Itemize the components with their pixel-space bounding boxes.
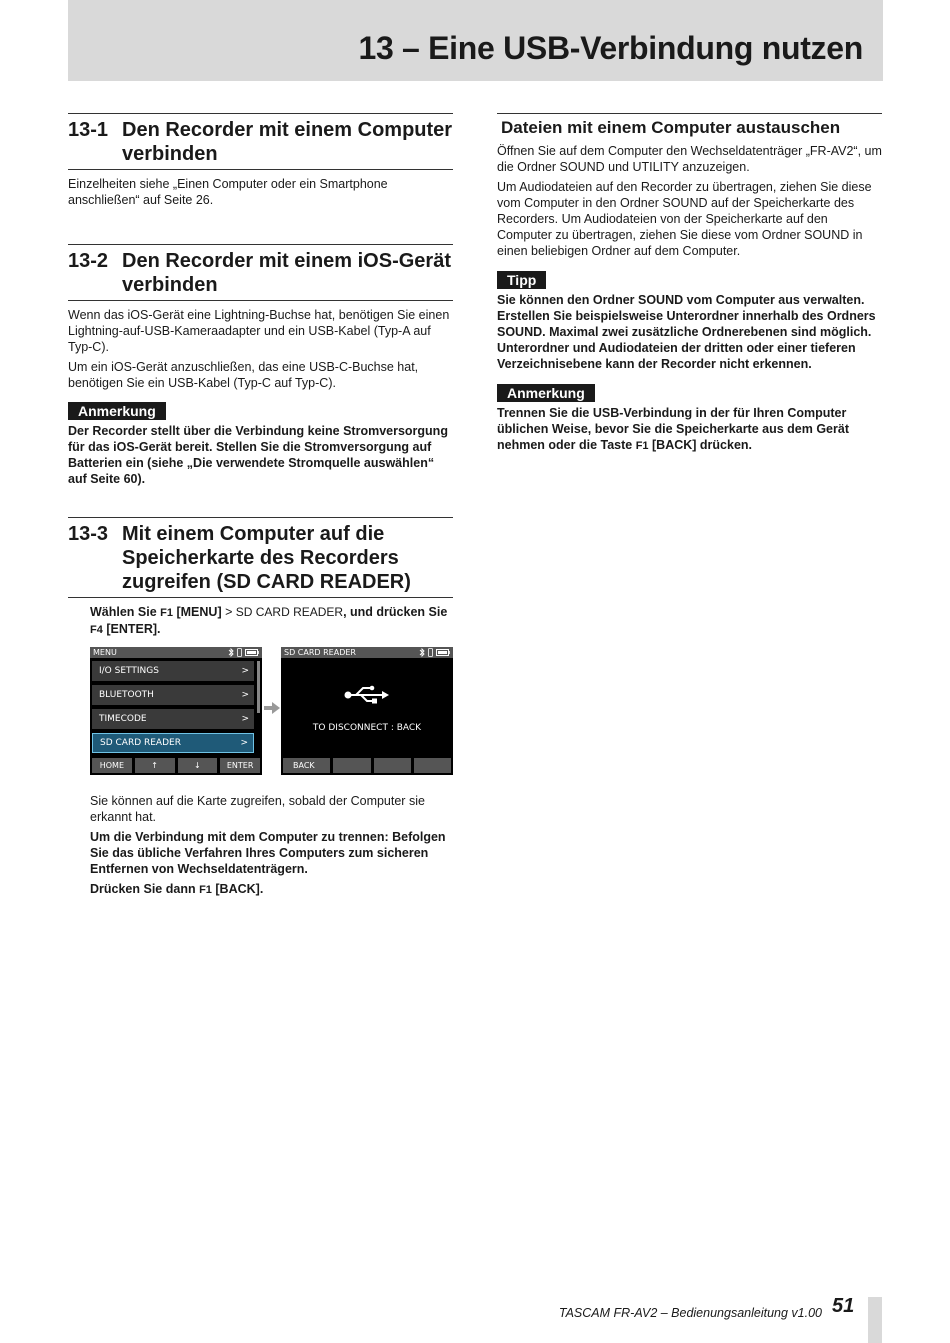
section-number: 13-2 [68,250,109,272]
note-label: Anmerkung [68,402,166,420]
paragraph: Wenn das iOS-Gerät eine Lightning-Buchse hat, benötigen Sie einen Lightning-auf-USB-Kameraadapter und ein USB-Kabel (Typ-A auf Typ-C). [68,308,450,354]
screen-header: SD CARD READER [281,647,453,658]
chevron-right-icon: > [241,666,249,676]
screen-header: MENU [90,647,262,658]
section-13-1 [68,113,453,208]
menu-item-timecode[interactable]: TIMECODE > [92,709,254,729]
paragraph: Einzelheiten siehe „Einen Computer oder ein Smartphone anschließen“ auf Seite 26. [68,177,388,207]
footer-text: TASCAM FR-AV2 – Bedienungsanleitung v1.00 [558,1306,822,1320]
note-text: Trennen Sie die USB-Verbindung in der für Ihren Computer üblichen Weise, bevor Sie die Speicherkarte aus dem Gerät nehmen oder die Taste F1 [BACK] drücken. [497,406,849,452]
usb-icon [344,685,390,705]
battery-icon [245,649,259,656]
menu-item-sd-card-reader[interactable]: SD CARD READER > [92,733,254,753]
chevron-right-icon: > [241,714,249,724]
function-key-2[interactable] [333,758,370,773]
page-tab [868,1297,882,1343]
note-block [497,382,882,454]
paragraph: Sie können auf die Karte zugreifen, sobald der Computer sie erkannt hat. [90,794,425,824]
left-column [68,113,453,898]
menu-item-bluetooth[interactable]: BLUETOOTH > [92,685,254,705]
paragraph: Um ein iOS-Gerät anzuschließen, das eine USB-C-Buchse hat, benötigen Sie ein USB-Kabel (Typ-C auf Typ-C). [68,360,419,390]
section-heading [68,244,453,301]
menu-item-io-settings[interactable]: I/O SETTINGS > [92,661,254,681]
phone-icon [428,648,433,657]
section-title: Den Recorder mit einem Computer verbinden [122,119,453,165]
function-key-4[interactable] [414,758,451,773]
section-heading [68,517,453,598]
section-number: 13-3 [68,523,109,545]
down-arrow-key[interactable]: ↓ [178,758,218,773]
function-keys [283,758,451,773]
up-arrow-key[interactable]: ↑ [135,758,175,773]
subsection-title: Dateien mit einem Computer austauschen [497,113,882,139]
home-key[interactable]: HOME [92,758,132,773]
chapter-header-bar [68,0,883,81]
disconnect-message: TO DISCONNECT : BACK [312,723,422,733]
paragraph: Öffnen Sie auf dem Computer den Wechseldatenträger „FR-AV2“, um die Ordner SOUND und UTILITY anzuzeigen. [497,144,882,174]
arrow-right-icon [264,702,280,714]
section-title: Mit einem Computer auf die Speicherkarte des Recorders zugreifen (SD CARD READER) [122,523,411,593]
sd-card-reader-screen [281,647,453,775]
note-label: Anmerkung [497,384,595,402]
page-number: 51 [832,1295,855,1317]
paragraph: Um Audiodateien auf den Recorder zu übertragen, ziehen Sie diese vom Computer in den Ordner SOUND auf der Speicherkarte des Recorders. Um Audiodateien von der Speicherkarte auf den Computer zu übertragen, ziehen Sie diese vom Ordner SOUND in einen beliebigen Ordner auf dem Computer. [497,180,872,258]
tip-block [497,269,882,372]
disconnect-instruction: Um die Verbindung mit dem Computer zu trennen: Befolgen Sie das übliche Verfahren Ihres Computers zum sicheren Entfernen von Wechseldatenträgern. [90,830,446,876]
phone-icon [237,648,242,657]
section-heading [68,113,453,170]
enter-key[interactable]: ENTER [220,758,260,773]
scrollbar [257,661,260,713]
note-text: Der Recorder stellt über die Verbindung keine Stromversorgung für das iOS-Gerät bereit. Stellen Sie die Stromversorgung auf Batterien ein (siehe „Die verwendete Stromquelle auswählen“ auf Seite 60). [68,424,448,486]
chevron-right-icon: > [240,738,248,748]
function-key-3[interactable] [374,758,411,773]
back-key[interactable]: BACK [283,758,330,773]
menu-screen [90,647,262,775]
chevron-right-icon: > [241,690,249,700]
note-block [68,400,453,487]
bluetooth-icon [419,648,425,657]
battery-icon [436,649,450,656]
section-title: Den Recorder mit einem iOS-Gerät verbinden [122,250,451,296]
function-keys [92,758,260,773]
chapter-title: 13 – Eine USB-Verbindung nutzen [358,30,863,66]
screenshots [90,647,453,779]
disconnect-step: Drücken Sie dann F1 [BACK]. [90,882,264,896]
right-column [497,113,882,454]
tip-text: Sie können den Ordner SOUND vom Computer aus verwalten. Erstellen Sie beispielsweise Unterordner innerhalb des Ordners SOUND. Maximal zwei zusätzliche Ordnerebenen sind möglich. Unterordner und Audiodateien der dritten oder einer tieferen Verzeichnisebene kann der Recorder nicht erkennen. [497,293,876,371]
section-13-2 [68,244,453,487]
instruction-step: Wählen Sie F1 [MENU] > SD CARD READER, und drücken Sie F4 [ENTER]. [90,605,448,636]
section-13-3 [68,517,453,898]
bluetooth-icon [228,648,234,657]
tip-label: Tipp [497,271,546,289]
section-number: 13-1 [68,119,109,141]
